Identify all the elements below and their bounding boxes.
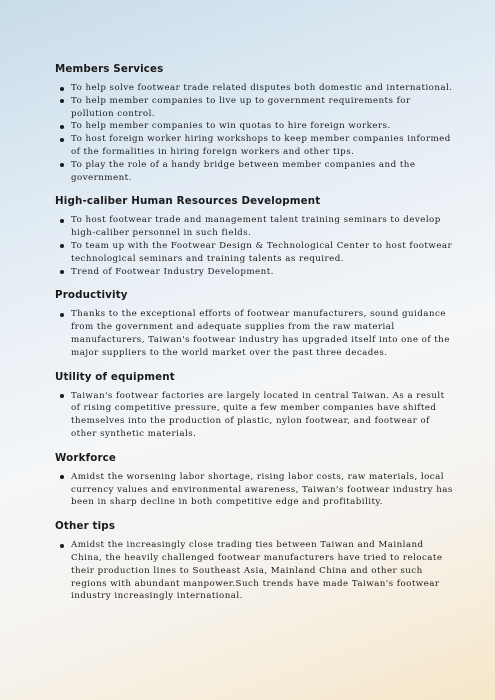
document-body	[55, 63, 455, 614]
bullet-list	[55, 308, 455, 359]
bullet-list	[55, 471, 455, 509]
section-other-tips	[55, 520, 455, 603]
list-item: Trend of Footwear Industry Development.	[58, 266, 455, 279]
list-item: To host foreign worker hiring workshops to keep member companies informed of the formalities in hiring foreign workers and other tips.	[58, 133, 455, 159]
section-utility-of-equipment	[55, 371, 455, 441]
list-item: To host footwear trade and management talent training seminars to develop high-caliber personnel in such fields.	[58, 214, 455, 240]
bullet-list	[55, 82, 455, 184]
section-members-services	[55, 63, 455, 184]
section-title: Workforce	[55, 451, 117, 464]
section-title: Members Services	[55, 63, 164, 75]
list-item: Amidst the increasingly close trading ties between Taiwan and Mainland China, the heavily challenged footwear manufacturers have tried to relocate their production lines to Southeast Asia, Mainland China and other such regions with abundant manpower.Such trends have made Taiwan's footwear industry increasingly international.	[58, 539, 455, 603]
bullet-list	[55, 539, 455, 603]
section-human-resources	[55, 195, 455, 278]
list-item: Thanks to the exceptional efforts of footwear manufacturers, sound guidance from the government and adequate supplies from the raw material manufacturers, Taiwan's footwear industry has upgraded itself into one of the major suppliers to the world market over the past three decades.	[58, 308, 455, 359]
list-item: Taiwan's footwear factories are largely located in central Taiwan. As a result of rising competitive pressure, quite a few member companies have shifted themselves into the production of plastic, nylon footwear, and footwear of other synthetic materials.	[58, 390, 455, 441]
section-productivity	[55, 289, 455, 359]
section-workforce	[55, 452, 455, 509]
section-title: Utility of equipment	[55, 370, 175, 383]
section-title: Productivity	[55, 289, 128, 302]
list-item: To team up with the Footwear Design & Technological Center to host footwear technological seminars and training talents as required.	[58, 240, 455, 266]
list-item: To help solve footwear trade related disputes both domestic and international.	[58, 82, 455, 95]
list-item: To help member companies to live up to government requirements for pollution control.	[58, 95, 455, 121]
list-item: To help member companies to win quotas to hire foreign workers.	[58, 120, 455, 133]
list-item: Amidst the worsening labor shortage, rising labor costs, raw materials, local currency values and environmental awareness, Taiwan's footwear industry has been in sharp decline in both competitive edge and profitability.	[58, 471, 455, 509]
list-item: To play the role of a handy bridge between member companies and the government.	[58, 159, 455, 185]
section-title: High-caliber Human Resources Development	[55, 195, 321, 208]
bullet-list	[55, 390, 455, 441]
bullet-list	[55, 214, 455, 278]
section-title: Other tips	[55, 520, 116, 533]
